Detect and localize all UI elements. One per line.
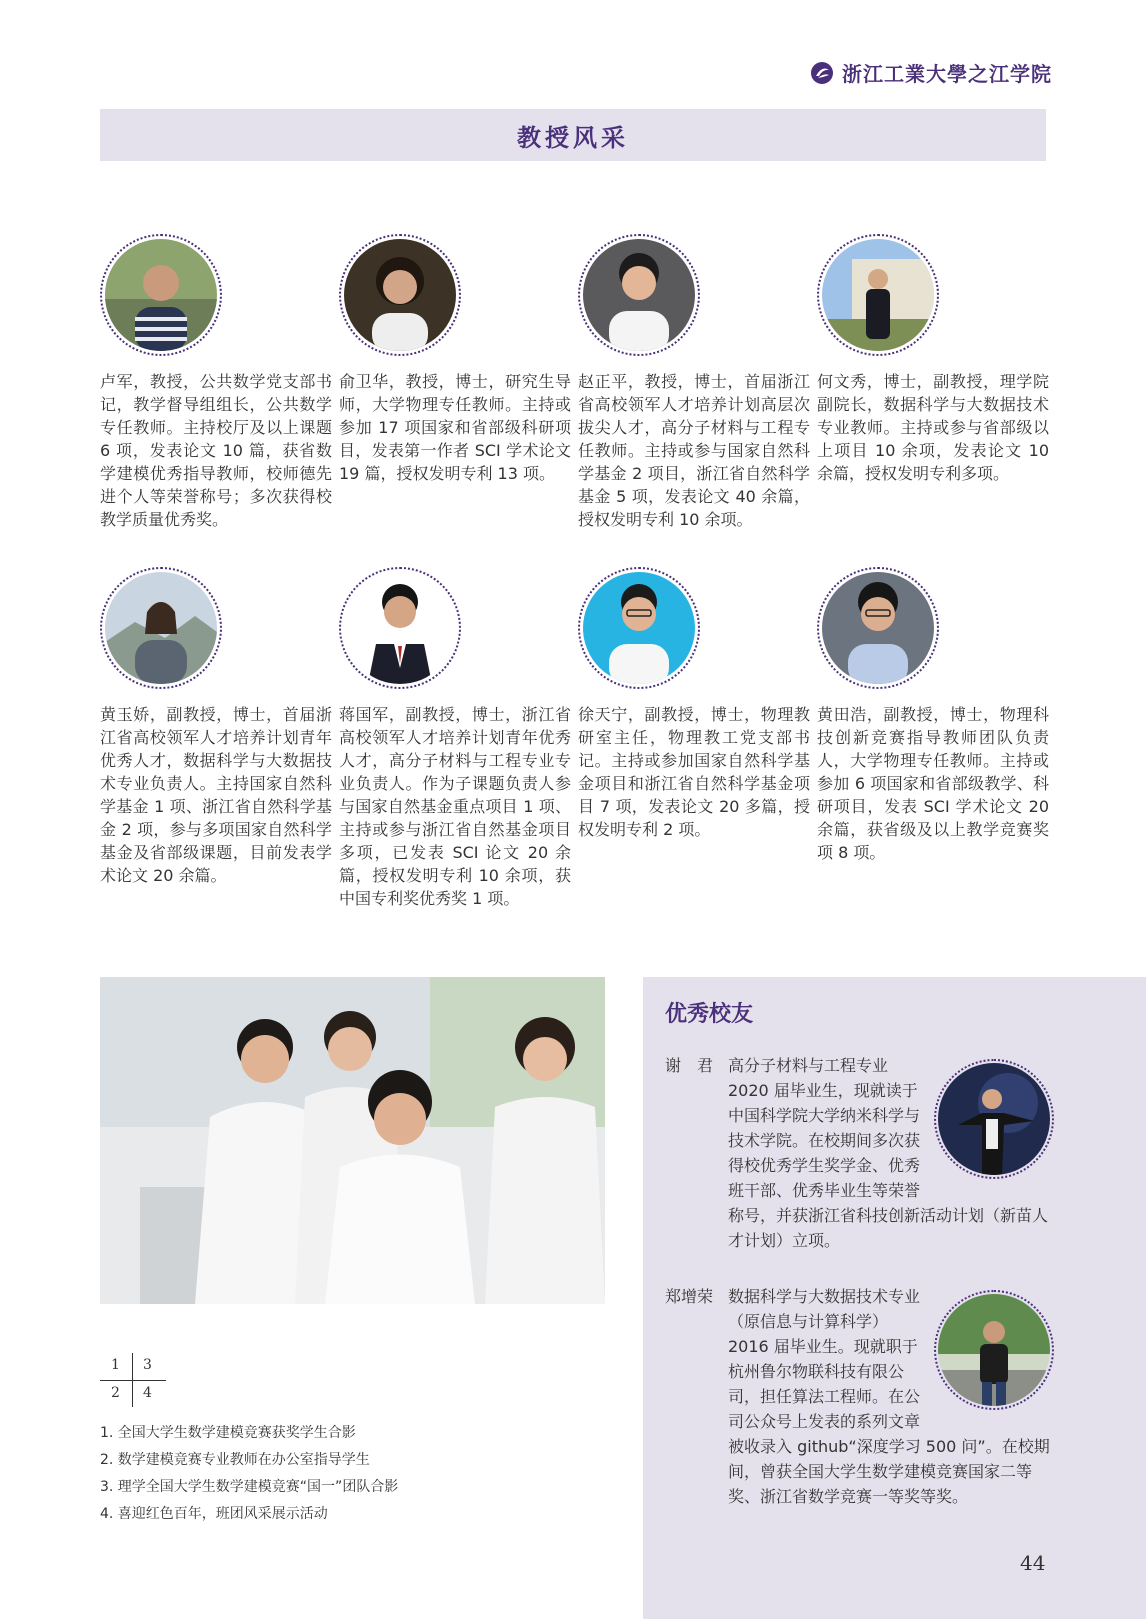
professor-bio: 黄玉娇，副教授，博士，首届浙江省高校领军人才培养计划青年优秀人才，数据科学与大数据技术专业负责人。主持国家自然科学基金 1 项、浙江省自然科学基金 2 项，参与多项国家自然科学基金及省部级课题，目前发表学术论文 20 余篇。 (100, 705, 332, 885)
caption-item: 3. 理学全国大学生数学建模竞赛“国一”团队合影 (100, 1479, 399, 1495)
professor-bio: 黄田浩，副教授，博士，物理科技创新竞赛指导教师团队负责人，大学物理专任教师。主持或参加 6 项国家和省部级教学、科研项目，发表 SCI 学术论文 20 余篇，获省级及以上教学竞赛奖项 8 项。 (817, 705, 1049, 862)
professor-bio: 赵正平，教授，博士，首届浙江省高校领军人才培养计划高层次拔尖人才，高分子材料与工程专任教师。主持或参与国家自然科学基金 2 项目，浙江省自然科学基金 5 项，发表论文 40 余篇，授权发明专利 10 余项。 (578, 372, 810, 529)
alumni-photo (934, 1290, 1054, 1410)
professor-photo (100, 234, 222, 356)
photo-index-grid (100, 1353, 166, 1407)
professor-card (339, 567, 571, 910)
professor-photo (339, 567, 461, 689)
professor-bio: 俞卫华，教授，博士，研究生导师，大学物理专任教师。主持或参加 17 项国家和省部级科研项目，发表第一作者 SCI 学术论文 19 篇，授权发明专利 13 项。 (339, 372, 571, 483)
professor-photo (339, 234, 461, 356)
caption-item: 4. 喜迎红色百年，班团风采展示活动 (100, 1506, 328, 1522)
professor-card (578, 567, 810, 841)
section-banner (100, 109, 1046, 161)
professor-card (817, 567, 1049, 864)
photo-captions (100, 1420, 398, 1528)
alumni-name: 谢 君 (665, 1056, 714, 1075)
alumni-bio: 数据科学与大数据技术专业（原信息与计算科学）2016 届毕业生。现就职于杭州鲁尔物联科技有限公司，担任算法工程师。在公司公众号上发表的系列文章被收录入 github“深度学习 500 问”。在校期间，曾获全国大学生数学建模竞赛国家二等奖、浙江省数学竞赛一等奖等奖。 (728, 1287, 1050, 1506)
photo-index-number: 4 (143, 1385, 152, 1401)
lab-group-photo (100, 977, 605, 1304)
professor-card (817, 234, 1049, 485)
professor-card (339, 234, 571, 485)
alumni-bio: 高分子材料与工程专业 2020 届毕业生，现就读于中国科学院大学纳米科学与技术学院。在校期间多次获得校优秀学生奖学金、优秀班干部、优秀毕业生等荣誉称号，并获浙江省科技创新活动计划（新苗人才计划）立项。 (728, 1056, 1049, 1250)
page-number: 44 (1020, 1551, 1046, 1575)
professor-card (100, 567, 332, 887)
professor-bio: 徐天宁，副教授，博士，物理教研室主任，物理教工党支部书记。主持或参加国家自然科学基金项目和浙江省自然科学基金项目 7 项，发表论文 20 多篇，授权发明专利 2 项。 (578, 705, 810, 839)
photo-index-number: 2 (111, 1385, 120, 1401)
caption-item: 1. 全国大学生数学建模竞赛获奖学生合影 (100, 1425, 356, 1441)
alumni-name: 郑增荣 (665, 1287, 714, 1306)
college-name: 浙江工業大學之江学院 (842, 62, 1052, 86)
alumni-entry (665, 1053, 1050, 1253)
professor-photo (100, 567, 222, 689)
alumni-panel (643, 977, 1146, 1619)
alumni-title: 优秀校友 (665, 1002, 754, 1027)
alumni-entry (665, 1284, 1050, 1509)
page-title: 教授风采 (517, 123, 629, 152)
photo-index-number: 1 (111, 1357, 120, 1373)
caption-item: 2. 数学建模竞赛专业教师在办公室指导学生 (100, 1452, 370, 1468)
professor-bio: 蒋国军，副教授，博士，浙江省高校领军人才培养计划青年优秀人才，高分子材料与工程专业专业负责人。作为子课题负责人参与国家自然基金重点项目 1 项、主持或参与浙江省自然基金项目多项，已发表 SCI 论文 20 余篇，授权发明专利 10 余项，获中国专利奖优秀奖 1 项。 (339, 705, 571, 908)
professor-card (100, 234, 332, 531)
professor-photo (578, 234, 700, 356)
professor-card (578, 234, 810, 531)
divider (100, 1380, 166, 1381)
professor-photo (817, 567, 939, 689)
professor-photo (817, 234, 939, 356)
professor-bio: 何文秀，博士，副教授，理学院副院长，数据科学与大数据技术专业教师。主持或参与省部级以上项目 10 余项，发表论文 10 余篇，授权发明专利多项。 (817, 372, 1049, 483)
professor-photo (578, 567, 700, 689)
alumni-photo (934, 1059, 1054, 1179)
photo-index-number: 3 (143, 1357, 152, 1373)
college-logo (810, 58, 1052, 87)
professor-bio: 卢军，教授，公共数学党支部书记，教学督导组组长，公共数学专任教师。主持校厅及以上课题 6 项，发表论文 10 篇，获省数学建模优秀指导教师，校师德先进个人等荣誉称号；多次获得校教学质量优秀奖。 (100, 372, 332, 529)
college-emblem-icon (810, 61, 834, 85)
